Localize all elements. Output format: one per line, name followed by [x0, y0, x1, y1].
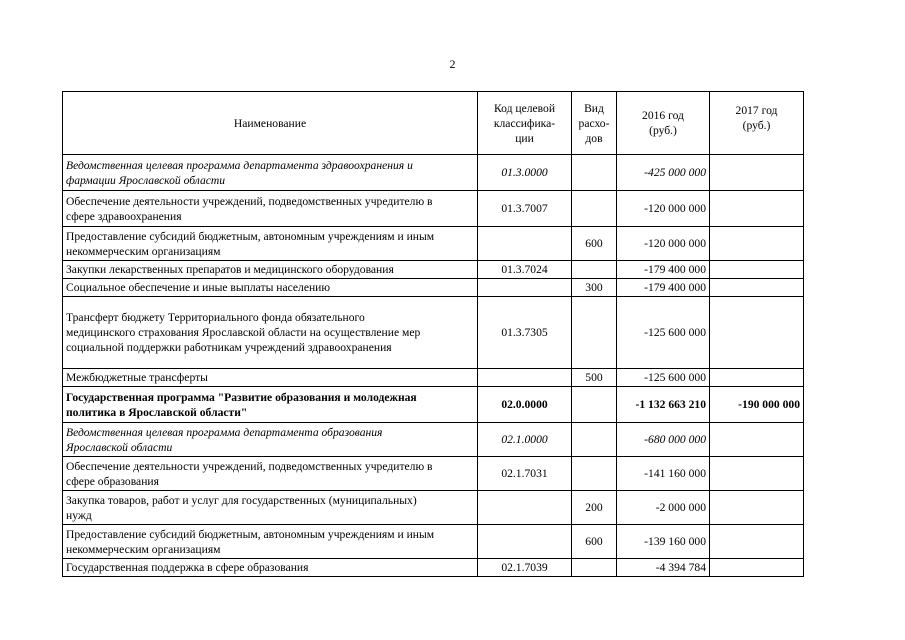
header-2016 — [617, 92, 710, 155]
row-name-line: Ведомственная целевая программа департамента здравоохранения и — [66, 158, 413, 172]
row-name-line: некоммерческим организациям — [66, 542, 221, 556]
header-kind-line: дов — [585, 131, 603, 145]
row-amount-2016: -2 000 000 — [617, 491, 710, 525]
header-code-line: Код целевой — [493, 101, 556, 115]
row-name-line: Ведомственная целевая программа департамента образования — [66, 425, 383, 439]
row-name-line: Закупки лекарственных препаратов и медицинского оборудования — [66, 263, 394, 276]
table-row — [63, 227, 804, 261]
row-amount-2016: -4 394 784 — [617, 559, 710, 577]
row-name-line: некоммерческим организациям — [66, 244, 221, 258]
header-kind-line: расхо- — [578, 116, 610, 130]
row-amount-2017 — [710, 297, 804, 369]
row-kind — [572, 261, 617, 279]
table-row — [63, 297, 804, 369]
row-name-line: медицинского страхования Ярославской области на осуществление мер — [66, 326, 421, 339]
table-row — [63, 559, 804, 577]
row-code: 01.3.7024 — [478, 261, 572, 279]
row-amount-2016: -179 400 000 — [617, 261, 710, 279]
row-name-line: Предоставление субсидий бюджетным, автономным учреждениям и иным — [66, 229, 435, 243]
row-amount-2017 — [710, 369, 804, 387]
row-code — [478, 525, 572, 559]
row-kind: 500 — [572, 369, 617, 387]
row-amount-2017 — [710, 191, 804, 227]
row-code — [478, 227, 572, 261]
row-code: 02.1.0000 — [478, 423, 572, 457]
row-name — [63, 297, 478, 369]
table-row — [63, 525, 804, 559]
row-amount-2016: -120 000 000 — [617, 191, 710, 227]
row-name — [63, 559, 478, 577]
row-name-line: сфере здравоохранения — [66, 209, 182, 223]
row-code — [478, 279, 572, 297]
row-name-line: нужд — [66, 508, 92, 522]
row-amount-2017 — [710, 227, 804, 261]
row-name — [63, 457, 478, 491]
row-code: 01.3.0000 — [478, 155, 572, 191]
row-kind — [572, 387, 617, 423]
row-name — [63, 423, 478, 457]
row-amount-2017 — [710, 155, 804, 191]
row-name-line: Межбюджетные трансферты — [66, 371, 208, 384]
row-name-line: сфере образования — [66, 474, 159, 488]
row-name — [63, 491, 478, 525]
row-kind — [572, 559, 617, 577]
row-amount-2016: -139 160 000 — [617, 525, 710, 559]
table-row — [63, 387, 804, 423]
row-amount-2017 — [710, 525, 804, 559]
header-2017 — [710, 92, 804, 155]
table-row — [63, 279, 804, 297]
table-row — [63, 155, 804, 191]
row-kind — [572, 457, 617, 491]
row-kind: 200 — [572, 491, 617, 525]
row-name-line: Закупка товаров, работ и услуг для государственных (муниципальных) — [66, 493, 417, 507]
row-name-line: Социальное обеспечение и иные выплаты населению — [66, 281, 331, 294]
header-2017-line: 2017 год — [735, 104, 778, 117]
row-name — [63, 155, 478, 191]
row-name — [63, 525, 478, 559]
row-code — [478, 369, 572, 387]
table-row — [63, 369, 804, 387]
row-name-line: политика в Ярославской области" — [66, 405, 248, 419]
row-amount-2016: -1 132 663 210 — [617, 387, 710, 423]
row-kind — [572, 423, 617, 457]
table-row — [63, 191, 804, 227]
row-name-line: Обеспечение деятельности учреждений, подведомственных учредителю в — [66, 194, 433, 208]
row-amount-2017 — [710, 279, 804, 297]
row-name — [63, 369, 478, 387]
row-amount-2016: -141 160 000 — [617, 457, 710, 491]
row-amount-2017 — [710, 559, 804, 577]
header-row — [63, 92, 804, 155]
table-row — [63, 491, 804, 525]
row-name — [63, 227, 478, 261]
row-name-line: Ярославской области — [66, 440, 173, 454]
row-kind: 300 — [572, 279, 617, 297]
row-kind: 600 — [572, 227, 617, 261]
row-name-line: социальной поддержки работникам учреждений здравоохранения — [66, 341, 392, 354]
row-amount-2016: -125 600 000 — [617, 297, 710, 369]
row-amount-2017: -190 000 000 — [710, 387, 804, 423]
header-kind — [572, 92, 617, 155]
row-kind — [572, 297, 617, 369]
budget-table — [62, 91, 804, 577]
header-2017-line: (руб.) — [742, 119, 771, 132]
row-code: 02.1.7031 — [478, 457, 572, 491]
row-amount-2016: -125 600 000 — [617, 369, 710, 387]
row-name-line: Трансферт бюджету Территориального фонда обязательного — [66, 311, 365, 324]
table-row — [63, 457, 804, 491]
header-name: Наименование — [63, 92, 478, 155]
row-amount-2017 — [710, 261, 804, 279]
page-number: 2 — [449, 57, 456, 71]
row-name-line: Предоставление субсидий бюджетным, автономным учреждениям и иным — [66, 527, 435, 541]
row-name — [63, 191, 478, 227]
header-code-line: ции — [515, 131, 534, 145]
header-kind-line: Вид — [584, 101, 604, 115]
row-kind — [572, 191, 617, 227]
row-name-line: Государственная поддержка в сфере образования — [66, 561, 309, 574]
row-amount-2016: -120 000 000 — [617, 227, 710, 261]
row-name-line: фармации Ярославской области — [66, 173, 226, 187]
row-amount-2017 — [710, 491, 804, 525]
row-name — [63, 261, 478, 279]
header-code — [478, 92, 572, 155]
row-code — [478, 491, 572, 525]
row-name-line: Обеспечение деятельности учреждений, подведомственных учредителю в — [66, 459, 433, 473]
row-name — [63, 279, 478, 297]
row-name — [63, 387, 478, 423]
header-2016-line: (руб.) — [649, 124, 677, 137]
row-amount-2016: -179 400 000 — [617, 279, 710, 297]
row-code: 01.3.7305 — [478, 297, 572, 369]
row-amount-2016: -425 000 000 — [617, 155, 710, 191]
row-amount-2017 — [710, 423, 804, 457]
table-row — [63, 261, 804, 279]
header-2016-line: 2016 год — [642, 109, 684, 122]
header-code-line: классифика- — [493, 116, 556, 130]
table-row — [63, 423, 804, 457]
row-amount-2017 — [710, 457, 804, 491]
row-code: 02.1.7039 — [478, 559, 572, 577]
row-code: 01.3.7007 — [478, 191, 572, 227]
row-kind: 600 — [572, 525, 617, 559]
row-name-line: Государственная программа "Развитие образования и молодежная — [66, 390, 417, 404]
row-amount-2016: -680 000 000 — [617, 423, 710, 457]
row-kind — [572, 155, 617, 191]
row-code: 02.0.0000 — [478, 387, 572, 423]
